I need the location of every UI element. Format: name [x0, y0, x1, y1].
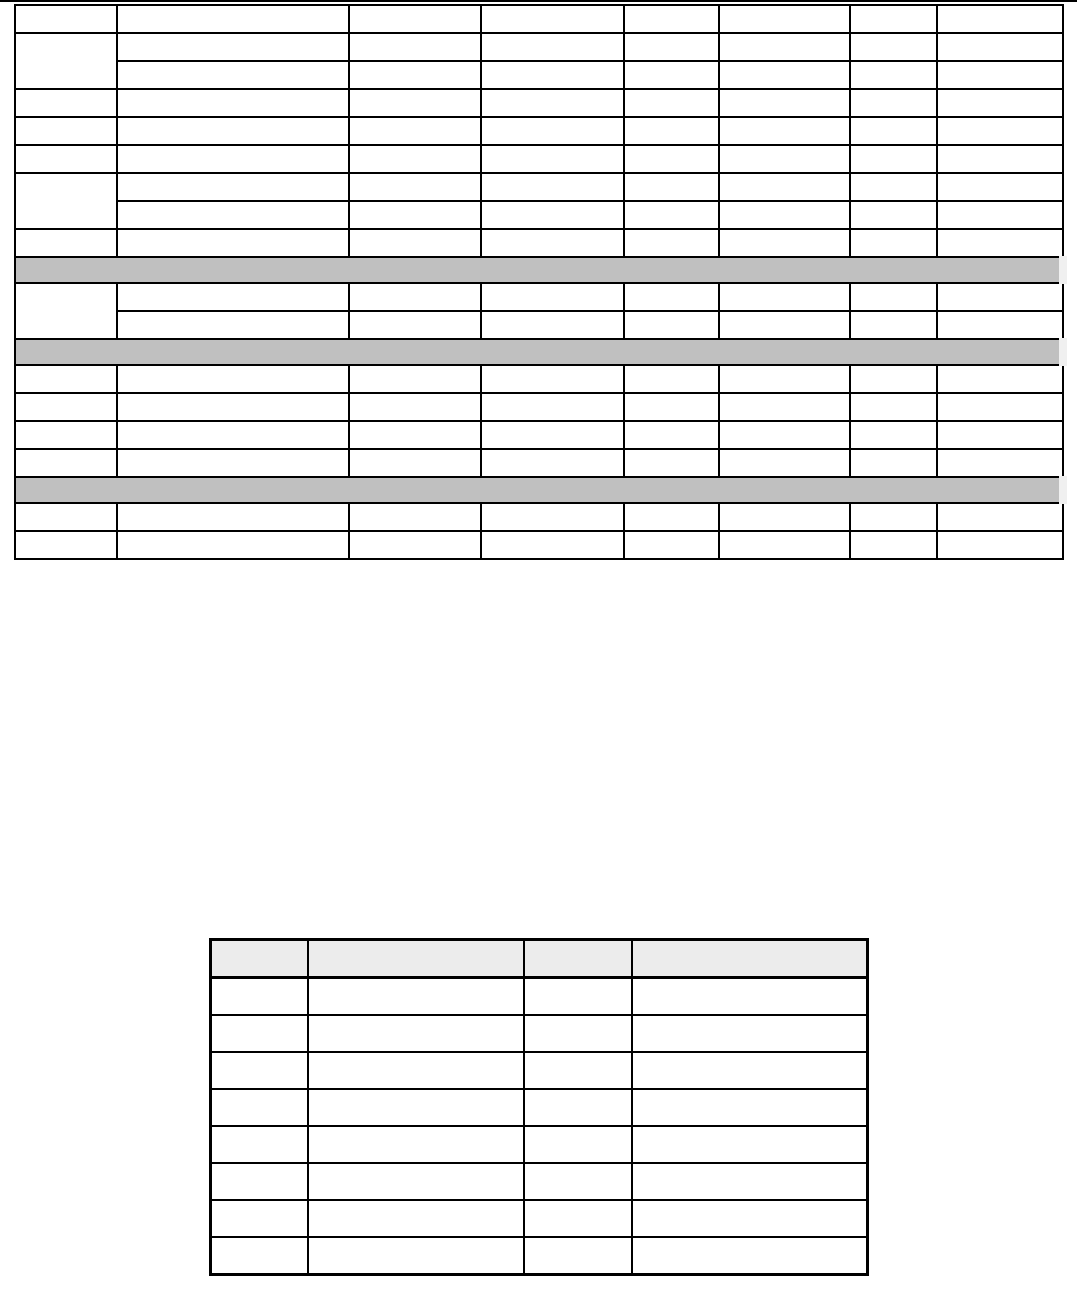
table-cell: [719, 311, 850, 339]
table-row: [211, 978, 868, 1016]
table-cell: [624, 449, 719, 477]
table-cell: [481, 33, 624, 61]
table-row: [15, 145, 1063, 173]
table-cell: [719, 229, 850, 257]
table-cell: [850, 173, 937, 201]
table-cell: [481, 531, 624, 559]
table-cell: [481, 5, 624, 33]
table-cell: [850, 61, 937, 89]
table-cell: [117, 531, 349, 559]
table-cell: [624, 5, 719, 33]
table-cell: [481, 201, 624, 229]
table-cell: [349, 229, 481, 257]
table-cell: [349, 311, 481, 339]
header-cell: [632, 940, 868, 978]
table-cell: [481, 117, 624, 145]
table-cell: [850, 503, 937, 531]
merged-cell: [15, 33, 117, 89]
table-cell: [211, 1163, 308, 1200]
table-cell: [117, 61, 349, 89]
table-cell: [15, 531, 117, 559]
table-cell: [719, 173, 850, 201]
table-cell: [349, 145, 481, 173]
table-cell: [719, 283, 850, 311]
table-cell: [308, 1126, 524, 1163]
table-cell: [719, 145, 850, 173]
table-cell: [349, 33, 481, 61]
section-header-row: [15, 477, 1063, 503]
table-cell: [15, 503, 117, 531]
table-cell: [349, 503, 481, 531]
table-cell: [937, 421, 1063, 449]
table-cell: [15, 5, 117, 33]
table-cell: [850, 117, 937, 145]
table-cell: [211, 1052, 308, 1089]
table-row: [15, 89, 1063, 117]
table-cell: [937, 503, 1063, 531]
table-row: [211, 1015, 868, 1052]
table-cell: [719, 393, 850, 421]
table-cell: [211, 1237, 308, 1275]
top-rule: [0, 0, 1077, 2]
section-header-cell: [15, 339, 1063, 365]
table-cell: [117, 449, 349, 477]
table-cell: [524, 1089, 632, 1126]
table-row: [15, 311, 1063, 339]
table-cell: [850, 283, 937, 311]
table-row: [15, 393, 1063, 421]
table-cell: [624, 365, 719, 393]
table-cell: [308, 1163, 524, 1200]
table-cell: [524, 1015, 632, 1052]
table-row: [211, 1052, 868, 1089]
table-cell: [117, 5, 349, 33]
table-cell: [719, 5, 850, 33]
table-cell: [481, 311, 624, 339]
table-row: [15, 503, 1063, 531]
table-cell: [937, 173, 1063, 201]
header-cell: [308, 940, 524, 978]
table-cell: [117, 229, 349, 257]
table-cell: [117, 201, 349, 229]
merged-cell: [15, 283, 117, 339]
table-cell: [117, 145, 349, 173]
table-cell: [524, 1237, 632, 1275]
table-row: [15, 229, 1063, 257]
section-header-row: [15, 257, 1063, 283]
table-cell: [15, 117, 117, 145]
table-cell: [850, 145, 937, 173]
table-cell: [632, 1237, 868, 1275]
section-header-row: [15, 339, 1063, 365]
table-cell: [349, 117, 481, 145]
table-cell: [850, 229, 937, 257]
table-cell: [15, 449, 117, 477]
table-cell: [850, 393, 937, 421]
table-cell: [481, 89, 624, 117]
table-cell: [632, 1089, 868, 1126]
table-row: [15, 531, 1063, 559]
table-cell: [624, 393, 719, 421]
table-cell: [632, 978, 868, 1016]
table-cell: [937, 5, 1063, 33]
table-cell: [349, 449, 481, 477]
table-cell: [117, 173, 349, 201]
summary-table: [209, 938, 869, 1276]
header-cell: [524, 940, 632, 978]
header-row: [211, 940, 868, 978]
table-cell: [481, 283, 624, 311]
table-cell: [719, 365, 850, 393]
section-header-cell: [15, 477, 1063, 503]
table-cell: [850, 5, 937, 33]
table-cell: [850, 89, 937, 117]
table-cell: [349, 201, 481, 229]
table-cell: [719, 503, 850, 531]
table-cell: [308, 1052, 524, 1089]
table-cell: [632, 1200, 868, 1237]
table-cell: [624, 201, 719, 229]
table-cell: [481, 503, 624, 531]
table-cell: [211, 1126, 308, 1163]
table-cell: [624, 503, 719, 531]
table-cell: [632, 1163, 868, 1200]
table-cell: [937, 393, 1063, 421]
table-cell: [117, 117, 349, 145]
table-cell: [349, 365, 481, 393]
table-cell: [481, 173, 624, 201]
table-row: [15, 283, 1063, 311]
table-cell: [850, 201, 937, 229]
table-cell: [349, 173, 481, 201]
table-cell: [481, 393, 624, 421]
table-cell: [624, 89, 719, 117]
table-cell: [937, 365, 1063, 393]
table-cell: [719, 531, 850, 559]
table-row: [15, 421, 1063, 449]
table-cell: [15, 89, 117, 117]
table-cell: [15, 393, 117, 421]
table-cell: [349, 5, 481, 33]
table-cell: [850, 365, 937, 393]
table-cell: [719, 61, 850, 89]
table-cell: [624, 421, 719, 449]
table-cell: [719, 89, 850, 117]
table-row: [15, 61, 1063, 89]
table-cell: [117, 311, 349, 339]
table-cell: [117, 503, 349, 531]
table-cell: [308, 1200, 524, 1237]
table-cell: [15, 145, 117, 173]
table-row: [15, 33, 1063, 61]
table-cell: [308, 1015, 524, 1052]
table-cell: [349, 421, 481, 449]
table-cell: [850, 531, 937, 559]
table-cell: [481, 61, 624, 89]
table-cell: [850, 33, 937, 61]
table-cell: [349, 531, 481, 559]
table-cell: [349, 283, 481, 311]
table-cell: [117, 89, 349, 117]
table-cell: [624, 531, 719, 559]
table-cell: [624, 283, 719, 311]
table-cell: [632, 1015, 868, 1052]
table-cell: [624, 145, 719, 173]
table-cell: [349, 393, 481, 421]
table-cell: [937, 89, 1063, 117]
table-cell: [624, 117, 719, 145]
table-cell: [524, 1126, 632, 1163]
main-table: [14, 4, 1067, 560]
table-cell: [211, 1015, 308, 1052]
table-cell: [117, 393, 349, 421]
table-cell: [937, 283, 1063, 311]
header-cell: [211, 940, 308, 978]
table-cell: [481, 449, 624, 477]
table-cell: [524, 978, 632, 1016]
table-row: [211, 1163, 868, 1200]
table-cell: [117, 33, 349, 61]
table-cell: [481, 365, 624, 393]
table-row: [211, 1089, 868, 1126]
table-cell: [632, 1052, 868, 1089]
table-cell: [308, 1237, 524, 1275]
table-cell: [308, 978, 524, 1016]
table-cell: [719, 117, 850, 145]
table-row: [211, 1126, 868, 1163]
table-cell: [524, 1200, 632, 1237]
table-cell: [481, 421, 624, 449]
table-cell: [117, 283, 349, 311]
table-cell: [624, 229, 719, 257]
table-cell: [211, 978, 308, 1016]
table-cell: [524, 1163, 632, 1200]
table-cell: [624, 61, 719, 89]
section-header-cell: [15, 257, 1063, 283]
table-cell: [481, 229, 624, 257]
table-cell: [850, 421, 937, 449]
table-row: [15, 117, 1063, 145]
table-cell: [117, 421, 349, 449]
table-cell: [937, 531, 1063, 559]
table-cell: [937, 449, 1063, 477]
table-cell: [349, 61, 481, 89]
table-cell: [850, 311, 937, 339]
table-cell: [632, 1126, 868, 1163]
table-cell: [937, 201, 1063, 229]
table-cell: [937, 229, 1063, 257]
table-cell: [850, 449, 937, 477]
table-cell: [117, 365, 349, 393]
table-cell: [15, 229, 117, 257]
table-cell: [481, 145, 624, 173]
table-cell: [624, 311, 719, 339]
table-cell: [624, 33, 719, 61]
table-cell: [624, 173, 719, 201]
table-row: [15, 173, 1063, 201]
table-cell: [719, 33, 850, 61]
table-cell: [937, 117, 1063, 145]
table-row: [15, 449, 1063, 477]
table-cell: [15, 365, 117, 393]
table-cell: [937, 145, 1063, 173]
table-cell: [524, 1052, 632, 1089]
merged-cell: [15, 173, 117, 229]
table-cell: [211, 1089, 308, 1126]
table-cell: [937, 311, 1063, 339]
table-row: [15, 365, 1063, 393]
table-cell: [308, 1089, 524, 1126]
table-cell: [719, 201, 850, 229]
table-row: [15, 5, 1063, 33]
table-cell: [719, 421, 850, 449]
table-cell: [211, 1200, 308, 1237]
table-cell: [937, 33, 1063, 61]
table-cell: [719, 449, 850, 477]
table-row: [211, 1237, 868, 1275]
table-row: [211, 1200, 868, 1237]
table-row: [15, 201, 1063, 229]
table-cell: [349, 89, 481, 117]
table-cell: [15, 421, 117, 449]
table-cell: [937, 61, 1063, 89]
